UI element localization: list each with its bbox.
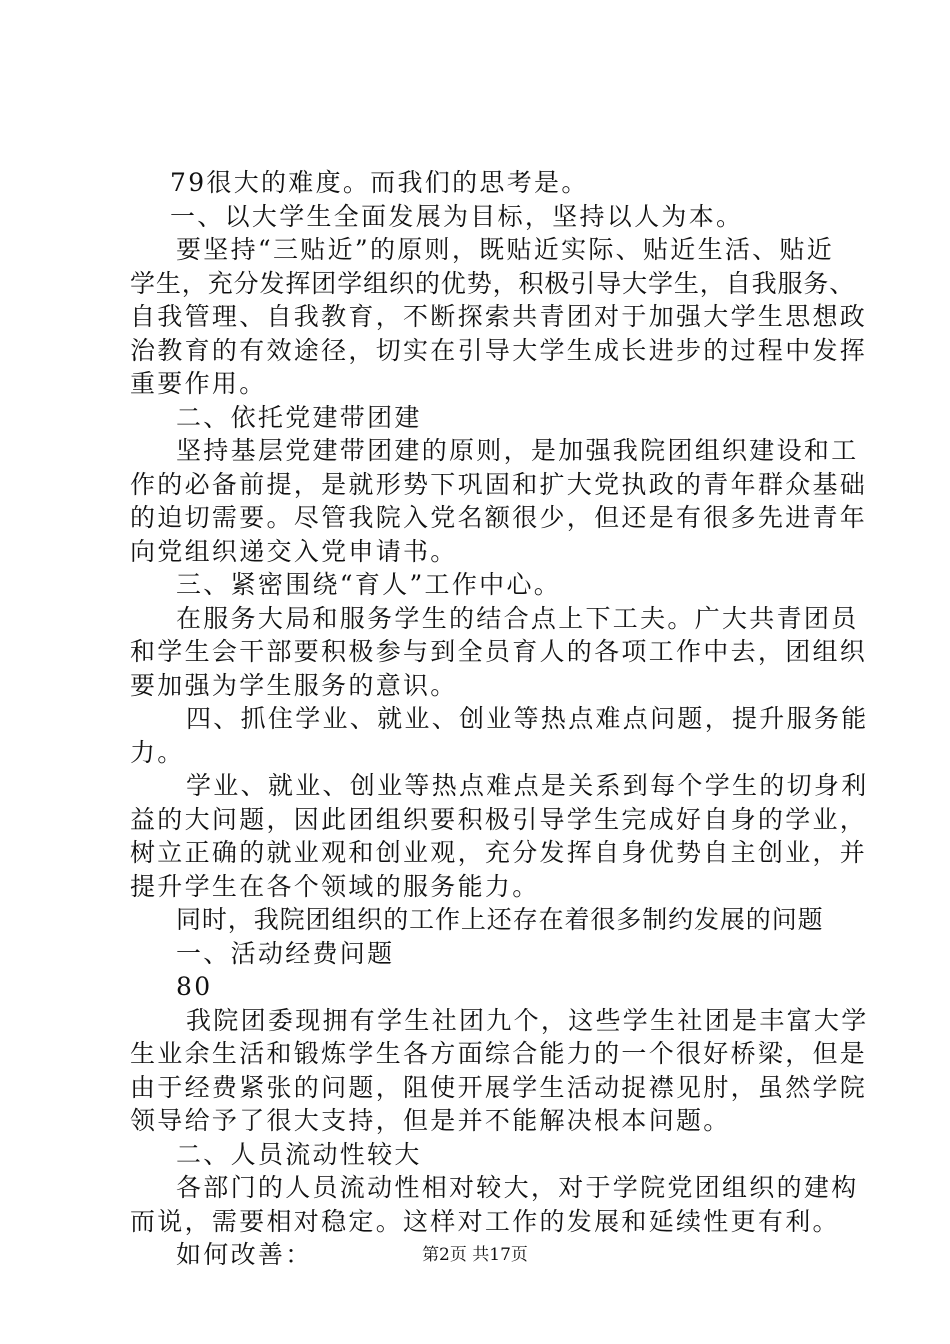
section-heading: 四、抓住学业、就业、创业等热点难点问题，提升服务能 xyxy=(186,704,869,733)
paragraph-line: 要坚持“三贴近”的原则，既贴近实际、贴近生活、贴近 xyxy=(176,235,835,264)
paragraph-line: 我院团委现拥有学生社团九个，这些学生社团是丰富大学 xyxy=(186,1005,869,1035)
paragraph-line: 如何改善： xyxy=(176,1240,313,1269)
section-heading: 二、依托党建带团建 xyxy=(176,402,422,432)
paragraph-line: 79很大的难度。而我们的思考是。 xyxy=(170,168,589,197)
document-body xyxy=(130,166,869,1272)
paragraph-line: 学生，充分发挥团学组织的优势，积极引导大学生，自我服务、 xyxy=(130,268,856,298)
section-heading: 一、活动经费问题 xyxy=(176,938,395,968)
page-footer: 第2页 共17页 xyxy=(422,1245,528,1265)
paragraph-line: 的迫切需要。尽管我院入党名额很少，但还是有很多先进青年 xyxy=(130,503,868,532)
section-heading: 一、以大学生全面发展为目标，坚持以人为本。 xyxy=(170,201,744,231)
paragraph-line: 力。 xyxy=(130,737,185,767)
paragraph-line: 坚持基层党建带团建的原则，是加强我院团组织建设和工 xyxy=(176,436,859,465)
paragraph-line: 自我管理、自我教育，不断探索共青团对于加强大学生思想政 xyxy=(130,302,868,331)
paragraph-line: 提升学生在各个领域的服务能力。 xyxy=(130,871,540,901)
paragraph-line: 重要作用。 xyxy=(130,369,267,398)
section-heading: 二、人员流动性较大 xyxy=(176,1139,422,1169)
paragraph-line: 向党组织递交入党申请书。 xyxy=(130,536,458,566)
paragraph-line: 治教育的有效途径，切实在引导大学生成长进步的过程中发挥 xyxy=(130,335,868,365)
paragraph-line: 而说，需要相对稳定。这样对工作的发展和延续性更有利。 xyxy=(130,1206,840,1236)
paragraph-line: 要加强为学生服务的意识。 xyxy=(130,670,458,700)
paragraph-line: 树立正确的就业观和创业观，充分发挥自身优势自主创业，并 xyxy=(130,838,868,867)
section-heading: 三、紧密围绕“育人”工作中心。 xyxy=(176,570,562,599)
paragraph-line: 益的大问题，因此团组织要积极引导学生完成好自身的学业， xyxy=(130,804,868,834)
paragraph-line: 同时，我院团组织的工作上还存在着很多制约发展的问题 xyxy=(176,905,824,934)
paragraph-line: 领导给予了很大支持，但是并不能解决根本问题。 xyxy=(130,1106,731,1135)
paragraph-line: 在服务大局和服务学生的结合点上下工夫。广大共青团员 xyxy=(176,603,859,633)
paragraph-line: 和学生会干部要积极参与到全员育人的各项工作中去，团组织 xyxy=(130,637,868,666)
page-number-marker: 80 xyxy=(176,972,213,1001)
paragraph-line: 各部门的人员流动性相对较大，对于学院党团组织的建构 xyxy=(176,1173,859,1202)
paragraph-line: 作的必备前提，是就形势下巩固和扩大党执政的青年群众基础 xyxy=(130,469,868,499)
paragraph-line: 生业余生活和锻炼学生各方面综合能力的一个很好桥梁，但是 xyxy=(130,1039,868,1068)
paragraph-line: 学业、就业、创业等热点难点是关系到每个学生的切身利 xyxy=(186,771,869,800)
paragraph-line: 由于经费紧张的问题，阻使开展学生活动捉襟见肘，虽然学院 xyxy=(130,1072,868,1102)
